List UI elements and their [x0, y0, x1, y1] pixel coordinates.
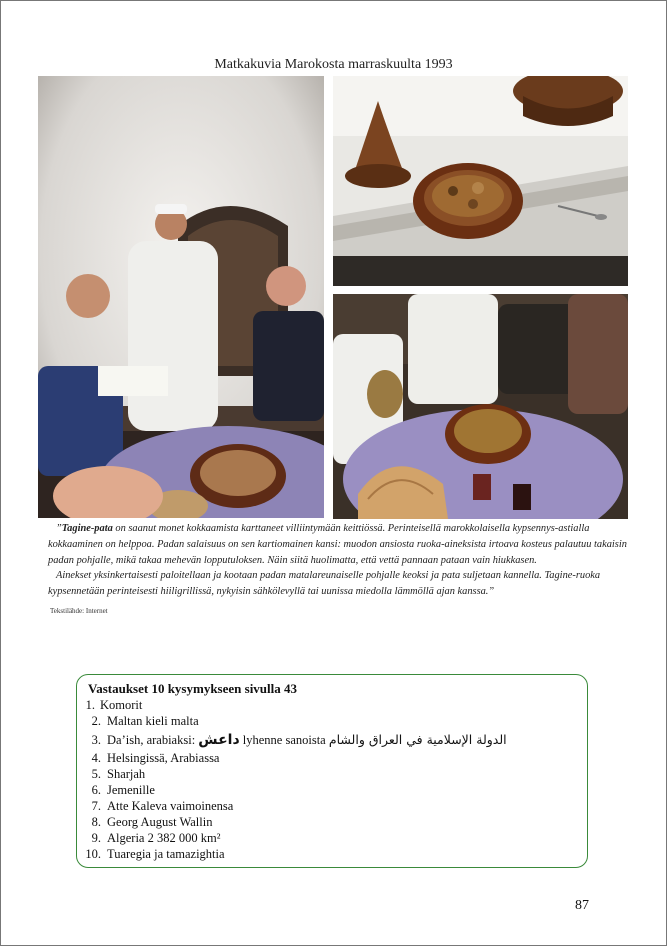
answer-3-arabic-full: الدولة الإسلامية في العراق والشام: [328, 732, 507, 747]
answers-box: [76, 674, 588, 868]
answer-item-6: 6. Jemenille: [91, 783, 155, 797]
caption-paragraph-2: Ainekset yksinkertaisesti paloitellaan ja kootaan padan matalareunaiselle pohjalle keoksi ja pata suljetaan kannella. Tagine-ruoka kypsennetään perinteisesti hiiligrillissä, nykyisin sähkölevyllä tai uunissa miedolla lämmöllä ajan kanssa.”: [48, 570, 601, 598]
answer-item-4: 4. Helsingissä, Arabiassa: [91, 751, 220, 765]
answer-item-1: 1. Komorit: [85, 698, 143, 712]
answers-list: [77, 697, 587, 862]
answer-3-arabic-abbr: داعش: [198, 732, 240, 748]
answer-item-8: 8. Georg August Wallin: [91, 815, 213, 829]
caption-paragraph-1-text: on saanut monet kokkaamista karttaneet villiintymään keittiössä. Perinteisellä marokkolaisella kypsennys-astialla kokkaaminen on helppoa. Padan salaisuus on sen kartiomainen kansi: muodon ansiosta ruoka-aineksista irtoava kosteus palautuu takaisin padan pohjalle, mikä takaa mehevän lopputuloksen. Näin siitä huolimatta, että vettä pannaan pataan vain hiukkasen.: [48, 523, 627, 566]
photo-cave-restaurant: [38, 76, 324, 518]
text-source: Tekstilähde: Internet: [50, 607, 108, 615]
photo-tagine-on-stove: [333, 76, 628, 286]
answer-item-2: 2. Maltan kieli malta: [91, 714, 199, 728]
caption-paragraph-1: ”Tagine-pata on saanut monet kokkaamista karttaneet villiintymään keittiössä. Perinteisellä marokkolaisella kypsennys-astialla kokkaaminen on helppoa. Padan salaisuus on sen kartiomainen kansi: muodon ansiosta ruoka-aineksista irtoava kosteus palautuu takaisin padan pohjalle, mikä takaa mehevän lopputuloksen. Näin siitä huolimatta, että vettä pannaan pataan vain hiukkasen.: [48, 523, 627, 566]
answer-3-text-b: lyhenne sanoista: [242, 733, 326, 747]
answers-title: Vastaukset 10 kysymykseen sivulla 43: [88, 681, 298, 696]
answer-item-10: 10. Tuaregia ja tamazightia: [85, 847, 225, 861]
answer-item-9: 9. Algeria 2 382 000 km²: [91, 831, 221, 845]
photo-caption: [48, 521, 628, 600]
answer-item-5: 5. Sharjah: [91, 767, 146, 781]
caption-lead-term: Tagine-pata: [61, 523, 113, 534]
page-title: Matkakuvia Marokosta marraskuulta 1993: [214, 57, 453, 72]
answer-item-3: 3. Da’ish, arabiaksi: داعش lyhenne sanoista الدولة الإسلامية في العراق والشام: [91, 732, 507, 748]
photo-diners-at-table: [333, 294, 628, 519]
page-number: 87: [575, 898, 589, 913]
answer-item-7: 7. Atte Kaleva vaimoinensa: [91, 799, 234, 813]
answer-3-text-a: Da’ish, arabiaksi:: [107, 733, 196, 747]
